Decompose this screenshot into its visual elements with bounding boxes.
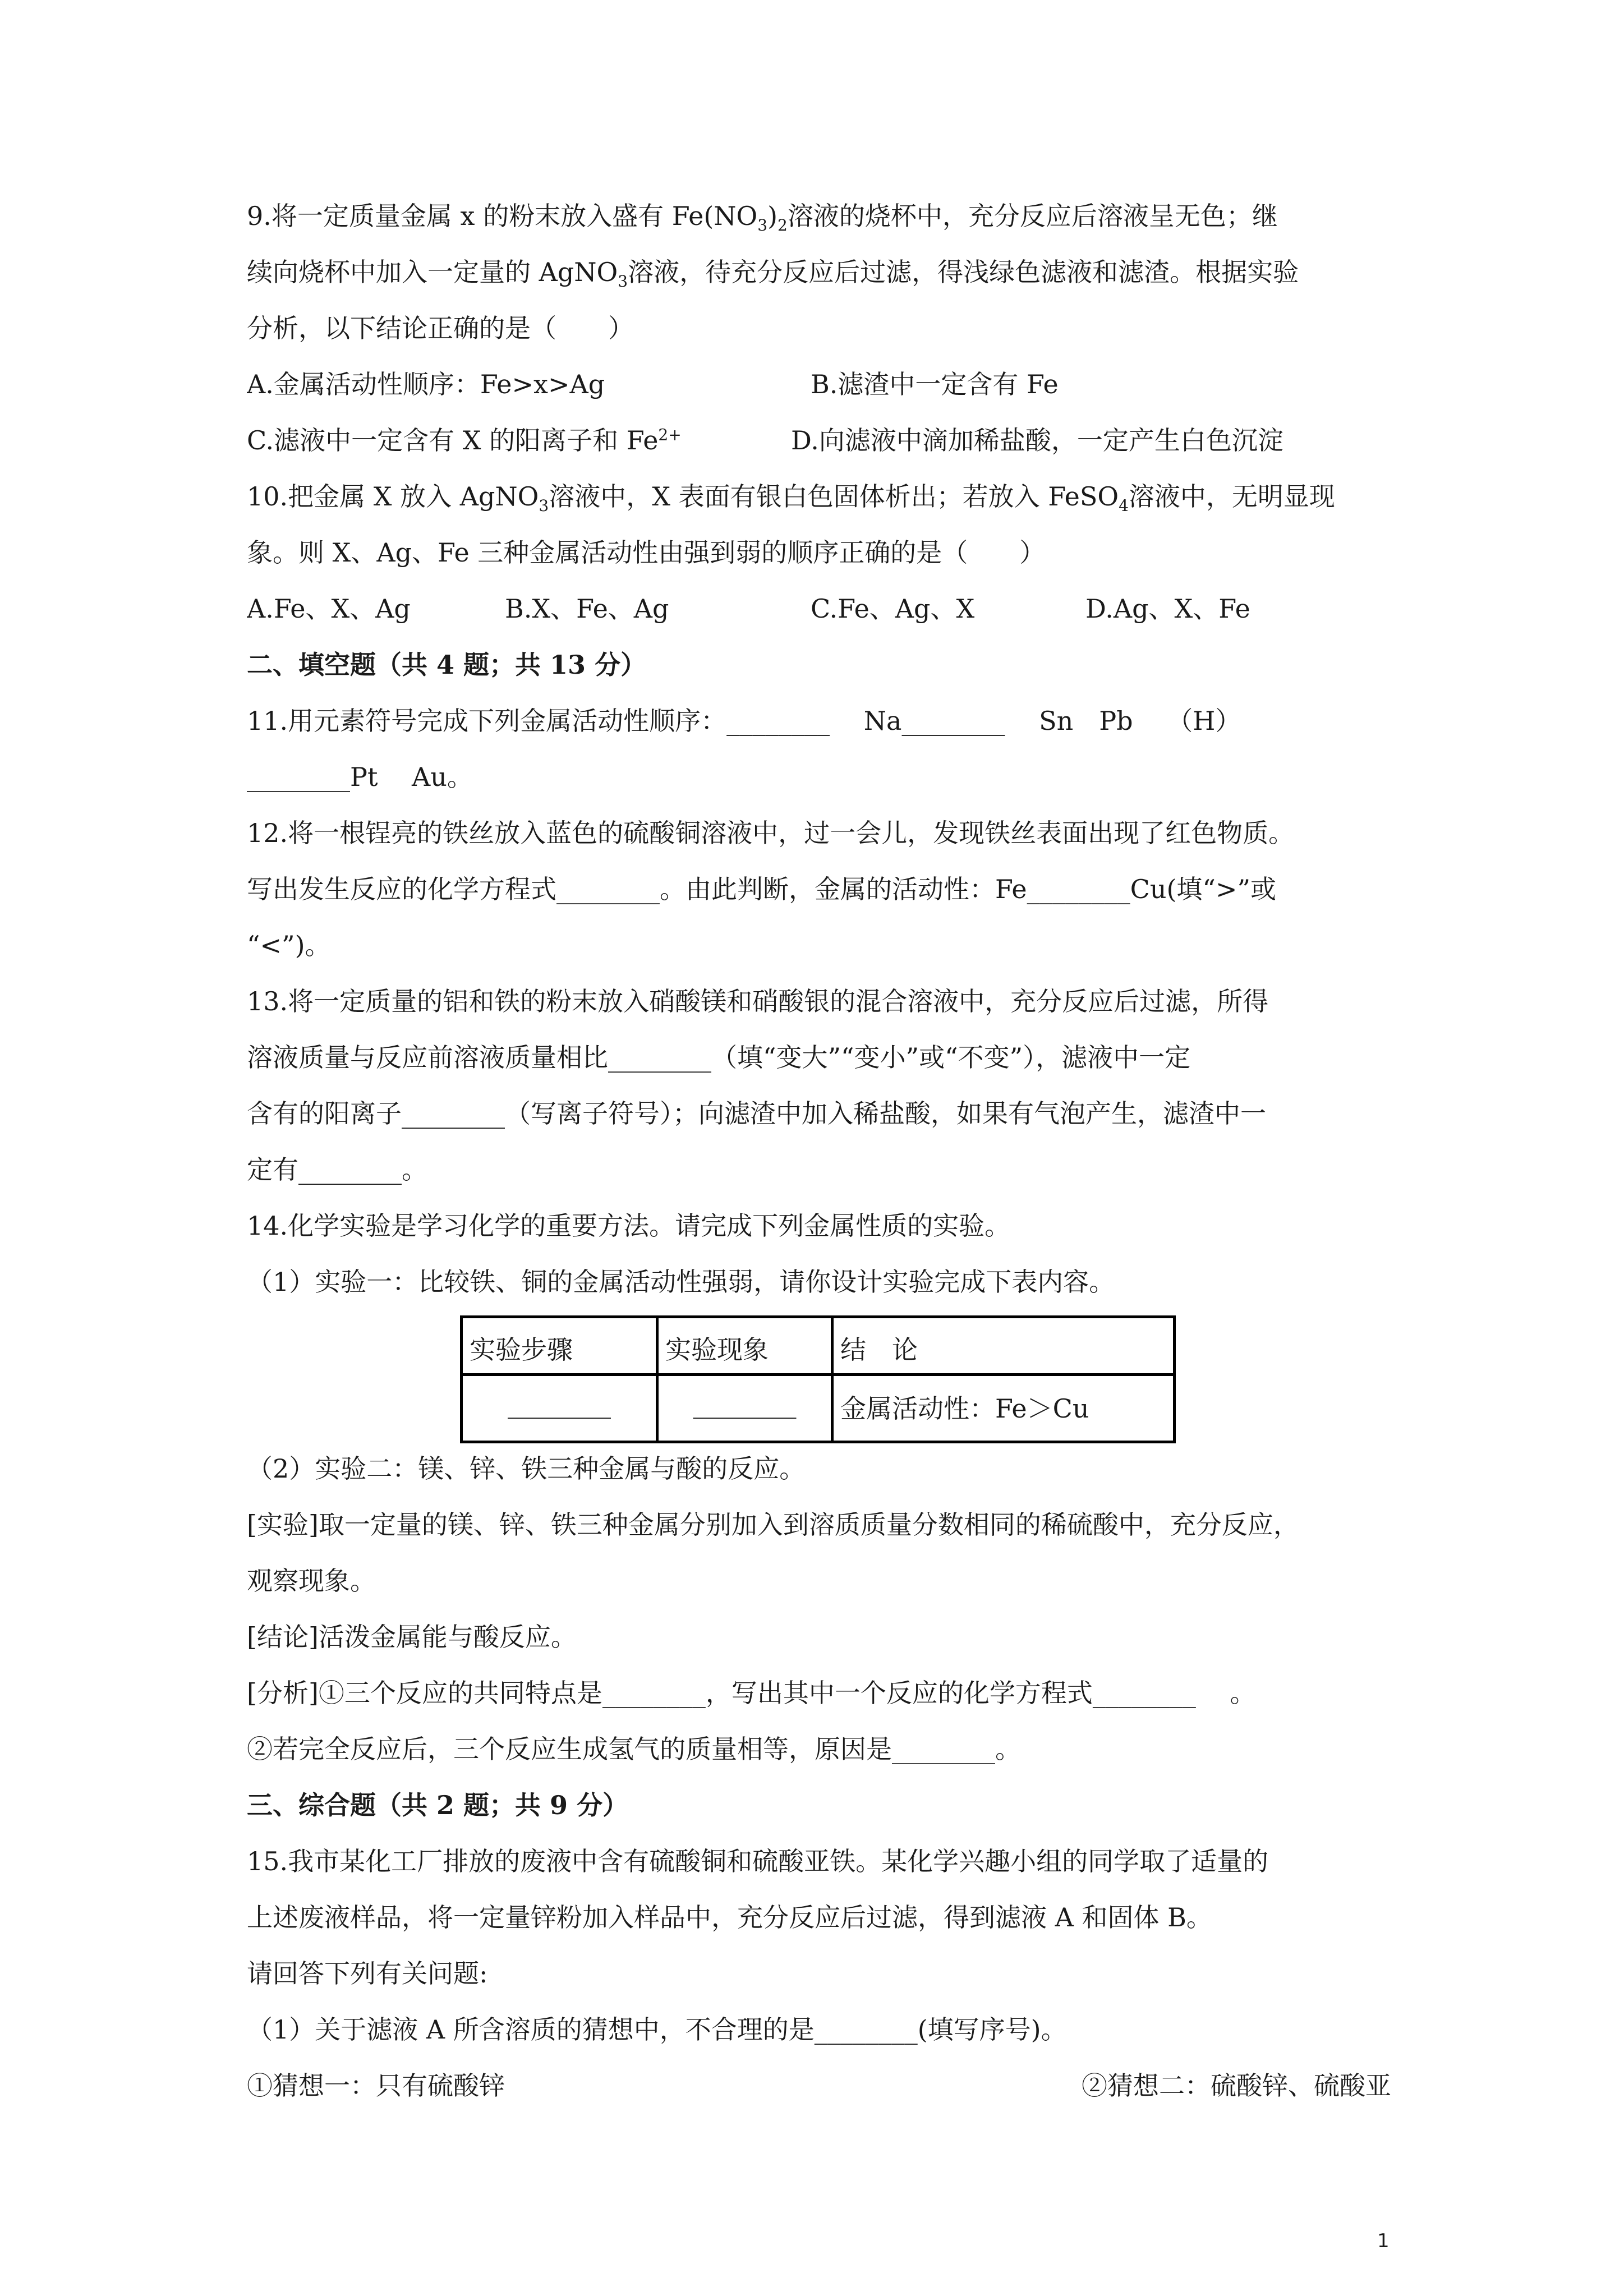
q10-line-2: 象。则 X、Ag、Fe 三种金属活动性由强到弱的顺序正确的是（ ） <box>247 537 1046 568</box>
page-number: 1 <box>1377 2230 1390 2252</box>
table-cell: ________ <box>657 1375 832 1442</box>
q9-option-d: D.向滤液中滴加稀盐酸，一定产生白色沉淀 <box>791 425 1283 455</box>
table-cell: ________ <box>462 1375 657 1442</box>
q15-line-4: （1）关于滤液 A 所含溶质的猜想中，不合理的是________(填写序号)。 <box>247 2014 1067 2045</box>
q10-option-b: B.X、Fe、Ag <box>505 593 669 624</box>
q14-line-4: [实验]取一定量的镁、锌、铁三种金属分别加入到溶质质量分数相同的稀硫酸中，充分反应， <box>247 1510 1299 1540</box>
q15-guess-2: ②猜想二：硫酸锌、硫酸亚 <box>1082 2070 1391 2101</box>
q11-line-1: 11.用元素符号完成下列金属活动性顺序：________ Na________ Sn Pb （H） <box>247 706 1241 736</box>
q9-line-2: 续向烧杯中加入一定量的 AgNO$_3$溶液，待充分反应后过滤，得浅绿色滤液和滤渣。根据实验 <box>247 257 1299 289</box>
q14-line-1: 14.化学实验是学习化学的重要方法。请完成下列金属性质的实验。 <box>247 1211 1011 1241</box>
q14-line-6: [结论]活泼金属能与酸反应。 <box>247 1622 577 1652</box>
q14-line-7: [分析]①三个反应的共同特点是________，写出其中一个反应的化学方程式________ 。 <box>247 1678 1256 1708</box>
q10-option-c: C.Fe、Ag、X <box>811 593 975 624</box>
q13-line-2: 溶液质量与反应前溶液质量相比________（填“变大”“变小”或“不变”），滤液中一定 <box>247 1042 1191 1073</box>
table-header-cell: 结 论 <box>832 1317 1175 1375</box>
experiment-table <box>460 1315 1176 1443</box>
section-2-title: 二、填空题（共 4 题；共 13 分） <box>247 650 647 680</box>
q11-line-2: ________Pt Au。 <box>247 762 473 792</box>
q13-line-4: 定有________。 <box>247 1154 427 1185</box>
table-row <box>462 1375 1175 1442</box>
table-header-cell: 实验步骤 <box>462 1317 657 1375</box>
q9-line-1: 9.将一定质量金属 x 的粉末放入盛有 $Fe(NO_3)_2$溶液的烧杯中，充分反应后溶液呈无色；继 <box>247 201 1278 233</box>
q13-line-3: 含有的阳离子________（写离子符号）；向滤渣中加入稀盐酸，如果有气泡产生，滤渣中一 <box>247 1098 1266 1129</box>
q15-guess-1: ①猜想一：只有硫酸锌 <box>247 2070 505 2101</box>
q9-option-c: C.滤液中一定含有 X 的阳离子和 $Fe^{2+}$ <box>247 425 682 455</box>
q14-line-5: 观察现象。 <box>247 1566 376 1596</box>
q14-line-3: （2）实验二：镁、锌、铁三种金属与酸的反应。 <box>247 1453 806 1484</box>
q12-line-1: 12.将一根锃亮的铁丝放入蓝色的硫酸铜溶液中，过一会儿，发现铁丝表面出现了红色物质。 <box>247 818 1295 848</box>
q9-option-a: A.金属活动性顺序：Fe>x>Ag <box>247 369 605 399</box>
table-header-cell: 实验现象 <box>657 1317 832 1375</box>
q10-line-1: 10.把金属 X 放入 AgNO$_3$溶液中，X 表面有银白色固体析出；若放入 FeSO$_4$溶液中，无明显现 <box>247 481 1335 513</box>
q15-line-2: 上述废液样品，将一定量锌粉加入样品中，充分反应后过滤，得到滤液 A 和固体 B。 <box>247 1902 1212 1932</box>
q12-line-2: 写出发生反应的化学方程式________。由此判断，金属的活动性：Fe________Cu(填“>”或 <box>247 874 1276 904</box>
q13-line-1: 13.将一定质量的铝和铁的粉末放入硝酸镁和硝酸银的混合溶液中，充分反应后过滤，所得 <box>247 986 1269 1016</box>
section-3-title: 三、综合题（共 2 题；共 9 分） <box>247 1790 629 1820</box>
q14-line-8: ②若完全反应后，三个反应生成氢气的质量相等，原因是________。 <box>247 1734 1021 1764</box>
q14-line-2: （1）实验一：比较铁、铜的金属活动性强弱，请你设计实验完成下表内容。 <box>247 1267 1115 1297</box>
table-header-row <box>462 1317 1175 1375</box>
table-cell: 金属活动性：Fe＞Cu <box>832 1375 1175 1442</box>
q10-option-d: D.Ag、X、Fe <box>1085 593 1250 624</box>
q12-line-3: “<”)。 <box>247 930 331 960</box>
q15-line-3: 请回答下列有关问题: <box>247 1958 488 1989</box>
q9-line-3: 分析，以下结论正确的是（ ） <box>247 313 634 343</box>
q15-line-1: 15.我市某化工厂排放的废液中含有硫酸铜和硫酸亚铁。某化学兴趣小组的同学取了适量的 <box>247 1846 1269 1876</box>
q10-option-a: A.Fe、X、Ag <box>247 593 411 624</box>
q9-option-b: B.滤渣中一定含有 Fe <box>811 369 1059 399</box>
